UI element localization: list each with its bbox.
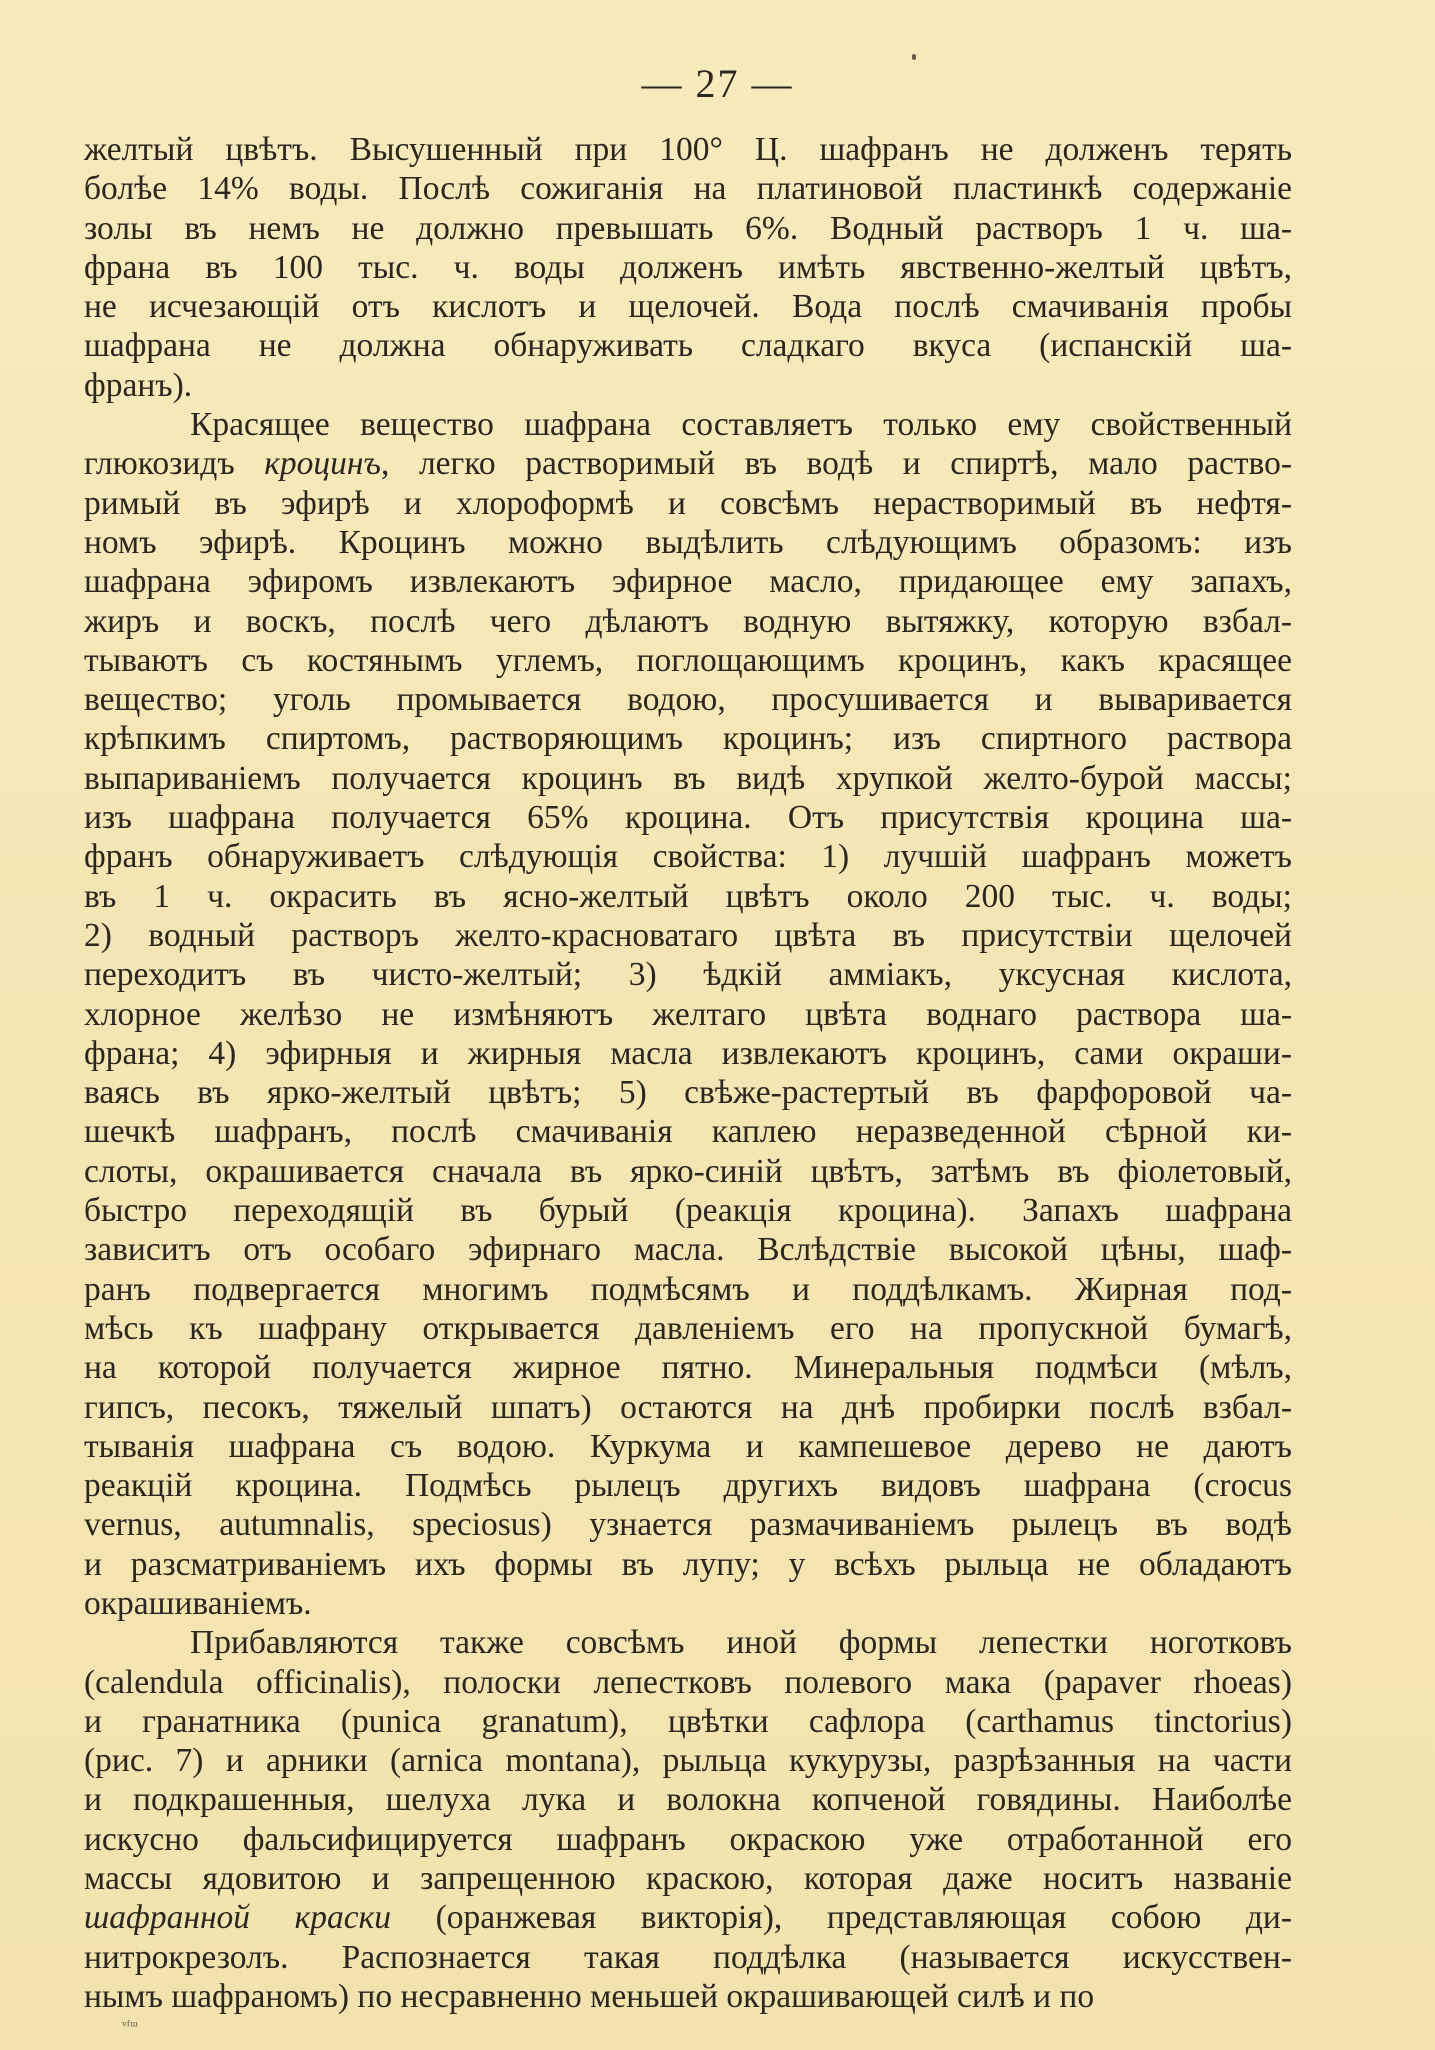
text-run: , легко растворимый въ водѣ и спиртѣ, мало раство- [380, 445, 1293, 483]
text-run: хлорное желѣзо не измѣняютъ желтаго цвѣта воднаго раствора ша- [84, 995, 1292, 1033]
text-line [84, 1309, 1292, 1348]
text-line [84, 916, 1292, 955]
text-line [84, 1073, 1292, 1112]
text-line [84, 1702, 1292, 1741]
text-line [84, 877, 1292, 916]
text-line [84, 523, 1292, 562]
text-line [84, 719, 1292, 758]
text-line [84, 405, 1292, 444]
text-line [84, 1584, 1292, 1623]
ink-speck [912, 54, 916, 60]
text-line [84, 995, 1292, 1034]
text-run: и разсматриваніемъ ихъ формы въ лупу; у всѣхъ рыльца не обладаютъ [84, 1545, 1292, 1583]
text-run: Прибавляются также совсѣмъ иной формы лепестки ноготковъ [190, 1624, 1292, 1662]
text-line [84, 759, 1292, 798]
text-run: vernus, autumnalis, speciosus) узнается размачиваніемъ рылецъ въ водѣ [84, 1506, 1292, 1544]
text-line [84, 1034, 1292, 1073]
text-line [84, 1230, 1292, 1269]
text-run: франа; 4) эфирныя и жирныя масла извлекаютъ кроцинъ, сами окраши- [84, 1034, 1292, 1072]
text-line [84, 1348, 1292, 1387]
text-run: 2) водный растворъ желто-красноватаго цвѣта въ присутствіи щелочей [84, 916, 1292, 954]
text-run: быстро переходящій въ бурый (реакція кроцина). Запахъ шафрана [84, 1192, 1292, 1230]
italic-term: кроцинъ [264, 445, 381, 483]
text-run: окрашиваніемъ. [84, 1584, 312, 1622]
text-line [84, 1112, 1292, 1151]
paragraph [84, 1623, 1292, 2016]
text-run: нымъ шафраномъ) по несравненно меньшей окрашивающей силѣ и по [84, 1977, 1095, 2015]
text-line: шафрана не должна обнаруживать сладкаго вкуса (испанскій ша- [84, 327, 1292, 365]
text-run: франъ обнаруживаетъ слѣдующія свойства: 1) лучшій шафранъ можетъ [84, 838, 1292, 876]
paragraph [84, 130, 1292, 405]
text-run: шечкѣ шафранъ, послѣ смачиванія каплею неразведенной сѣрной ки- [84, 1113, 1292, 1151]
text-run: (оранжевая викторія), представляющая собою ди- [391, 1899, 1292, 1937]
text-run: тыванія шафрана съ водою. Куркума и кампешевое дерево не даютъ [84, 1427, 1292, 1465]
text-line [84, 798, 1292, 837]
page-number: — 27 — [641, 61, 794, 106]
text-line [84, 562, 1292, 601]
text-line [84, 641, 1292, 680]
text-run: зависитъ отъ особаго эфирнаго масла. Вслѣдствіе высокой цѣны, шаф- [84, 1231, 1292, 1269]
paragraph [84, 405, 1292, 1623]
body-text [84, 130, 1292, 2016]
text-line [84, 1820, 1292, 1859]
text-line: не исчезающій отъ кислотъ и щелочей. Вода послѣ смачиванія пробы [84, 288, 1292, 326]
text-run: мѣсь къ шафрану открывается давленіемъ его на пропускной бумагѣ, [84, 1309, 1292, 1347]
text-line [84, 1623, 1292, 1662]
text-run: номъ эфирѣ. Кроцинъ можно выдѣлить слѣдующимъ образомъ: изъ [84, 523, 1292, 561]
text-line: желтый цвѣтъ. Высушенный при 100° Ц. шафранъ не долженъ терять [84, 131, 1292, 168]
text-line [84, 1859, 1292, 1898]
text-run: въ 1 ч. окрасить въ ясно-желтый цвѣтъ около 200 тыс. ч. воды; [84, 877, 1292, 915]
text-run: выпариваніемъ получается кроцинъ въ видѣ хрупкой желто-бурой массы; [84, 759, 1292, 797]
text-line [84, 1270, 1292, 1309]
text-line [84, 1191, 1292, 1230]
footer-mark: ᵛᶠᵚ [122, 2018, 138, 2035]
text-run: переходитъ въ чисто-желтый; 3) ѣдкій амміакъ, уксусная кислота, [84, 956, 1292, 994]
text-line: болѣе 14% воды. Послѣ сожиганія на платиновой пластинкѣ содержаніе [84, 170, 1292, 208]
text-run: жиръ и воскъ, послѣ чего дѣлаютъ водную вытяжку, которую взбал- [84, 602, 1292, 640]
text-line [84, 955, 1292, 994]
text-line [84, 1977, 1292, 2016]
text-run: ваясь въ ярко-желтый цвѣтъ; 5) свѣже-растертый въ фарфоровой ча- [84, 1074, 1292, 1112]
text-run: ранъ подвергается многимъ подмѣсямъ и поддѣлкамъ. Жирная под- [84, 1270, 1292, 1308]
text-run: крѣпкимъ спиртомъ, растворяющимъ кроцинъ; изъ спиртного раствора [84, 720, 1292, 758]
text-line [84, 602, 1292, 641]
text-line [84, 1663, 1292, 1702]
text-run: искусно фальсифицируется шафранъ окраскою уже отработанной его [84, 1820, 1292, 1858]
text-line [84, 1898, 1292, 1937]
text-run: вещество; уголь промывается водою, просушивается и вываривается [84, 681, 1292, 719]
text-line [84, 1741, 1292, 1780]
text-run: шафрана эфиромъ извлекаютъ эфирное масло, придающее ему запахъ, [84, 563, 1292, 601]
text-run: глюкозидъ [84, 445, 265, 483]
text-line [84, 484, 1292, 523]
text-line [84, 1545, 1292, 1584]
text-run: изъ шафрана получается 65% кроцина. Отъ присутствія кроцина ша- [84, 799, 1292, 837]
text-run: слоты, окрашивается сначала въ ярко-синій цвѣтъ, затѣмъ въ фіолетовый, [84, 1152, 1292, 1190]
text-run: нитрокрезолъ. Распознается такая поддѣлка (называется искусствен- [84, 1938, 1292, 1976]
text-line [84, 680, 1292, 719]
text-run: гипсъ, песокъ, тяжелый шпатъ) остаются на днѣ пробирки послѣ взбал- [84, 1388, 1292, 1426]
text-line [84, 444, 1292, 483]
text-run: на которой получается жирное пятно. Минеральныя подмѣси (мѣлъ, [84, 1349, 1292, 1387]
text-line [84, 1938, 1292, 1977]
text-run: тываютъ съ костянымъ углемъ, поглощающимъ кроцинъ, какъ красящее [84, 641, 1292, 679]
text-line: франъ). [84, 366, 193, 404]
text-line [84, 1505, 1292, 1544]
text-line [84, 1427, 1292, 1466]
italic-term: шафранной краски [84, 1899, 392, 1937]
text-line [84, 1466, 1292, 1505]
text-run: римый въ эфирѣ и хлороформѣ и совсѣмъ нерастворимый въ нефтя- [84, 484, 1292, 522]
text-run: (рис. 7) и арники (arnica montana), рыльца кукурузы, разрѣзанныя на части [84, 1742, 1292, 1780]
text-run: реакцій кроцина. Подмѣсь рылецъ другихъ видовъ шафрана (crocus [84, 1467, 1292, 1505]
text-run: массы ядовитою и запрещенною краскою, которая даже носитъ названіе [84, 1860, 1292, 1898]
text-line [84, 1388, 1292, 1427]
text-line [84, 1780, 1292, 1819]
text-line [84, 1152, 1292, 1191]
text-run: (calendula officinalis), полоски лепестковъ полевого мака (papaver rhoeas) [84, 1663, 1292, 1701]
text-line: золы въ немъ не должно превышать 6%. Водный растворъ 1 ч. ша- [84, 209, 1292, 247]
text-run: Красящее вещество шафрана составляетъ только ему свойственный [190, 406, 1292, 444]
text-run: и подкрашенныя, шелуха лука и волокна копченой говядины. Наиболѣе [84, 1781, 1292, 1819]
text-run: и гранатника (punica granatum), цвѣтки сафлора (carthamus tinctorius) [84, 1702, 1292, 1740]
text-line: франа въ 100 тыс. ч. воды долженъ имѣть явственно-желтый цвѣтъ, [84, 248, 1292, 286]
text-line [84, 837, 1292, 876]
